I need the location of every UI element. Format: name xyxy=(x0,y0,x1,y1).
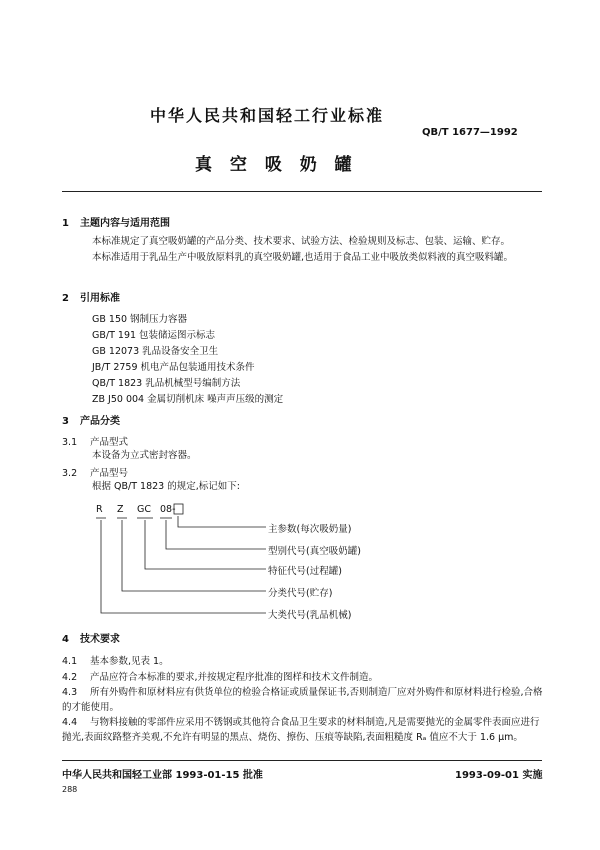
reference-item: GB 12073 乳品设备安全卫生 xyxy=(92,346,219,357)
reference-item: JB/T 2759 机电产品包装通用技术条件 xyxy=(92,362,255,373)
model-code-part-08: 08- xyxy=(160,504,176,515)
clause-4-4 xyxy=(62,715,544,745)
subsection-3-1-number: 3.1 xyxy=(62,437,78,448)
section-1-title: 主题内容与适用范围 xyxy=(80,218,170,229)
clause-4-3 xyxy=(62,685,544,715)
model-code-part-r: R xyxy=(96,504,103,515)
section-3-title: 产品分类 xyxy=(80,416,120,427)
label-main-parameter: 主参数(每次吸奶量) xyxy=(268,524,352,535)
subsection-3-2-title: 产品型号 xyxy=(90,468,129,479)
clause-number: 4.4 xyxy=(62,717,78,728)
parameter-placeholder-box xyxy=(174,504,183,514)
label-feature-code: 特征代号(过程罐) xyxy=(268,566,342,577)
model-code-part-gc: GC xyxy=(137,504,151,515)
connector-major-category-code xyxy=(101,520,266,613)
reference-item: GB/T 191 包装储运图示标志 xyxy=(92,330,216,341)
clause-number: 4.3 xyxy=(62,687,78,698)
connector-main-parameter xyxy=(178,516,266,527)
clause-text: 所有外购件和原材料应有供货单位的检验合格证或质量保证书,否则制造厂应对外购件和原材料进行检验,合格的才能使用。 xyxy=(62,687,543,713)
document-title: 真 空 吸 奶 罐 xyxy=(195,155,358,175)
section-3-number: 3 xyxy=(62,416,69,427)
clause-text: 基本参数,见表 1。 xyxy=(90,656,169,667)
model-code-part-z: Z xyxy=(117,504,124,515)
clause-number: 4.1 xyxy=(62,656,78,667)
page-number: 288 xyxy=(62,785,78,794)
clause-4-2 xyxy=(62,669,378,683)
clause-text: 与物料接触的零部件应采用不锈钢或其他符合食品卫生要求的材料制造,凡是需要抛光的金属零件表面应进行抛光,表面纹路整齐美观,不允许有明显的黑点、烧伤、擦伤、压痕等缺陷,表面粗糙度 Rₐ 值应不大于 1.6 μm。 xyxy=(62,717,540,743)
connector-category-code xyxy=(122,520,266,591)
footer-divider xyxy=(62,760,542,761)
standard-org-header: 中华人民共和国轻工行业标准 xyxy=(150,106,385,125)
reference-item: GB 150 钢制压力容器 xyxy=(92,314,188,325)
reference-item: ZB J50 004 金属切削机床 噪声声压级的测定 xyxy=(92,394,284,405)
subsection-3-2-number: 3.2 xyxy=(62,468,78,479)
clause-number: 4.2 xyxy=(62,672,78,683)
section-4-heading xyxy=(62,630,120,645)
label-type-code: 型别代号(真空吸奶罐) xyxy=(268,546,361,557)
section-1-number: 1 xyxy=(62,218,69,229)
section-1-paragraph-1: 本标准规定了真空吸奶罐的产品分类、技术要求、试验方法、检验规则及标志、包装、运输、贮存。 xyxy=(92,236,511,247)
standard-number: QB/T 1677—1992 xyxy=(422,127,518,138)
connector-type-code xyxy=(166,520,266,549)
section-4-title: 技术要求 xyxy=(80,634,120,645)
section-4-number: 4 xyxy=(62,634,69,645)
subsection-3-1-text: 本设备为立式密封容器。 xyxy=(92,450,197,461)
clause-4-1 xyxy=(62,653,169,667)
section-2-number: 2 xyxy=(62,293,69,304)
clause-text: 产品应符合本标准的要求,并按规定程序批准的图样和技术文件制造。 xyxy=(90,672,379,683)
subsection-3-2-text: 根据 QB/T 1823 的规定,标记如下: xyxy=(92,481,240,492)
section-2-title: 引用标准 xyxy=(80,293,120,304)
subsection-3-1-title: 产品型式 xyxy=(90,437,129,448)
approval-line: 中华人民共和国轻工业部 1993-01-15 批准 xyxy=(62,770,263,781)
implementation-date: 1993-09-01 实施 xyxy=(455,770,543,781)
reference-item: QB/T 1823 乳品机械型号编制方法 xyxy=(92,378,241,389)
label-category-code: 分类代号(贮存) xyxy=(268,588,333,599)
label-major-category-code: 大类代号(乳品机械) xyxy=(268,610,352,621)
section-1-paragraph-2: 本标准适用于乳品生产中吸放原料乳的真空吸奶罐,也适用于食品工业中吸放类似料液的真空吸料罐。 xyxy=(92,252,514,263)
